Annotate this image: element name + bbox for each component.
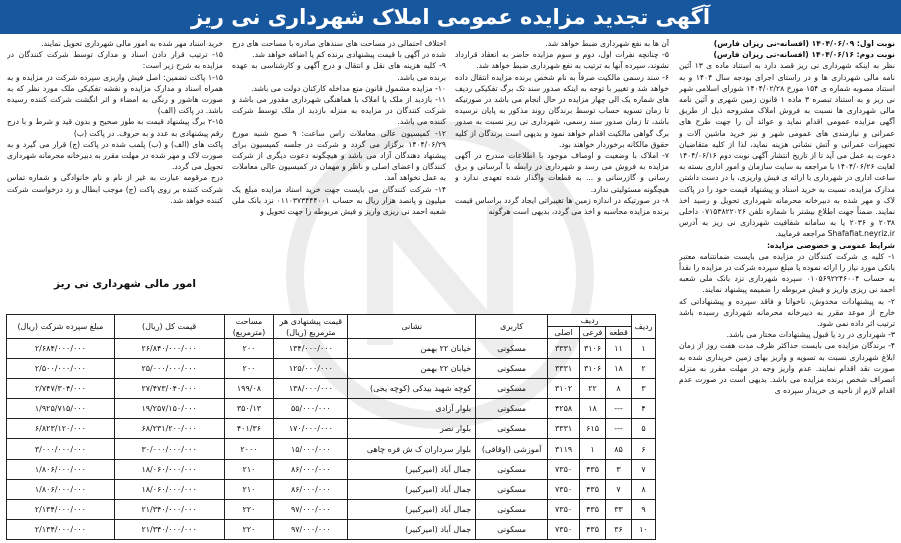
col2-paragraph: آن ها به نفع شهرداری ضبط خواهد شد. <box>545 39 669 48</box>
cell-total-price: ۱۹/۲۵۷/۱۵۰/۰۰۰ <box>114 399 224 419</box>
table-row <box>7 359 656 379</box>
cell-main: ۷۳۵۰ <box>548 519 580 539</box>
cell-main: ۴۲۵۸ <box>548 399 580 419</box>
cell-main: ۳۳۳۱ <box>548 419 580 439</box>
cell-usage: مسکونی <box>476 519 548 539</box>
cell-usage: مسکونی <box>476 339 548 359</box>
col4-paragraph: ۱-۱۵ پاکت تضمین: اصل فیش واریزی سپرده شرکت در مزایده و به همراه اسناد و مدارک مزایده و نقشه تفکیکی ملک مورد نظر که به صورت هاشور و رنگی به امضاء و اثر انگشت شرکت کننده رسیده باشد. در پاکت (الف) <box>7 72 223 116</box>
cell-sub: ۱ <box>580 439 606 459</box>
table-row <box>7 399 656 419</box>
cell-area: ۲۰۰۰ <box>224 439 274 459</box>
col1-paragraph: ۴- برندگان مزایده می بایست حداکثر ظرف مدت هفت روز از زمان ابلاغ شهرداری نسبت به تسویه و واریز بهای زمین خریداری شده به صورت نقد اقدام نمایند. عدم واریز وجه در مهلت مقرر به منزله انصراف شخص برنده مزایده می باشد. بدیهی است در صورت عدم اقدام لازم از ناحیه ی خریدار سپرده ی <box>679 341 895 396</box>
cell-plot: --- <box>606 399 632 419</box>
auction-properties-table <box>6 314 656 540</box>
cell-address: جمال آباد (امیرکبیر) <box>348 459 476 479</box>
header-plot: قطعه <box>606 327 632 339</box>
cell-address: بلوار سرداران ک ش فره چاهی <box>348 439 476 459</box>
cell-sub: ۲۲ <box>580 379 606 399</box>
col2-paragraph: ۶- سند رسمی مالکیت صرفاً به نام شخص برنده مزایده انتقال داده خواهد شد و تغییر با توجه به اینکه صدور سند تک برگ تفکیکی ردیف های شماره یک الی چهار مزایده در حال انجام می باشد در صورتیکه تا زمان تسویه حساب توسط برندگان روند مذکور به پایان نرسیده باشد، تا زمان صدور سند رسمی، شهرداری نی ریز نسبت به صدور برگ گواهی مالکیت اقدام خواهد نمود و بدیهی است برندگان از کلیه حقوق مالکانه برخوردار خواهند بود. <box>455 72 669 149</box>
cell-deposit: ۲/۱۳۴/۰۰۰/۰۰۰ <box>7 499 115 519</box>
cell-sub: ۱۸ <box>580 399 606 419</box>
cell-row-no: ۷ <box>632 459 656 479</box>
col4-paragraph: درج مرقومه عبارت به غیر از نام و نام خانوادگی و شماره تماس شرکت کننده بر روی پاکت (ج) موجب ابطال و رد درخواست شرکت کننده خواهد شد. <box>7 173 223 205</box>
cell-total-price: ۲۱/۳۴۰/۰۰۰/۰۰۰ <box>114 519 224 539</box>
cell-sub: ۴۳۵ <box>580 459 606 479</box>
col3-paragraph: ۹- کلیه هزینه های نقل و انتقال و درج آگهی و کارشناسی به عهده برنده می باشد. <box>232 61 446 82</box>
cell-sub: ۴۳۵ <box>580 479 606 499</box>
header-area: مساحت (مترمربع) <box>224 315 274 339</box>
cell-address: بلوار آزادی <box>348 399 476 419</box>
col3-paragraph: اختلاف احتمالی در مساحت های سندهای صادره با مساحت های درج شده در آگهی با قیمت پیشنهادی برنده کم یا اضافه خواهد شد. <box>232 39 446 60</box>
cell-unit-price: ۵۵/۰۰۰/۰۰۰ <box>274 399 348 419</box>
cell-area: ۲۱۰ <box>224 459 274 479</box>
cell-usage: مسکونی <box>476 359 548 379</box>
cell-sub: ۶۱۵ <box>580 419 606 439</box>
cell-main: ۳۱۰۲ <box>548 379 580 399</box>
col4-paragraph: ۱۵- ترتیب قرار دادن اسناد و مدارک توسط شرکت کنندگان در مزایده به شرح زیر است: <box>7 50 223 71</box>
cell-area: ۳۵۰/۱۳ <box>224 399 274 419</box>
table-row <box>7 339 656 359</box>
header-deposit: مبلغ سپرده شرکت (ریال) <box>7 315 115 339</box>
notice-column-3 <box>232 38 446 328</box>
cell-total-price: ۱۸/۰۶۰/۰۰۰/۰۰۰ <box>114 479 224 499</box>
col3-paragraph: ۱۴- شرکت کنندگان می بایست جهت خرید اسناد مزایده مبلغ یک میلیون و پانصد هزار ریال به حساب ۰۱۱۰۳۷۳۴۴۴۰۰۱ نزد بانک ملی شعبه احمد نی ریزی واریز و فیش مربوطه را جهت تحویل و <box>232 184 446 217</box>
header-total-price: قیمت کل (ریال) <box>114 315 224 339</box>
cell-area: ۲۱۰ <box>224 479 274 499</box>
cell-unit-price: ۱۳۴/۰۰۰/۰۰۰ <box>274 339 348 359</box>
cell-unit-price: ۸۶/۰۰۰/۰۰۰ <box>274 479 348 499</box>
cell-unit-price: ۱۷۰/۰۰۰/۰۰۰ <box>274 419 348 439</box>
cell-unit-price: ۹۷/۰۰۰/۰۰۰ <box>274 499 348 519</box>
table-row <box>7 379 656 399</box>
col4-paragraph: خرید اسناد مهر شده به امور مالی شهرداری تحویل نمایند. <box>41 39 223 48</box>
notice-title: آگهی تجدید مزایده عمومی املاک شهرداری نی ریز <box>0 0 901 34</box>
notice-column-2 <box>455 38 669 328</box>
table-row <box>7 479 656 499</box>
header-sub: فرعی <box>580 327 606 339</box>
cell-area: ۲۰۰ <box>224 339 274 359</box>
cell-deposit: ۱/۸۰۶/۰۰۰/۰۰۰ <box>7 459 115 479</box>
cell-total-price: ۲۵/۰۰۰/۰۰۰/۰۰۰ <box>114 359 224 379</box>
cell-unit-price: ۱۵/۰۰۰/۰۰۰ <box>274 439 348 459</box>
cell-unit-price: ۱۳۸/۰۰۰/۰۰۰ <box>274 379 348 399</box>
cell-plot: ۳ <box>606 459 632 479</box>
cell-deposit: ۶/۸۲۳/۱۲۰/۰۰۰ <box>7 419 115 439</box>
cell-plot: ۳۶ <box>606 519 632 539</box>
cell-main: ۳۱۱۹ <box>548 439 580 459</box>
cell-row-no: ۸ <box>632 479 656 499</box>
cell-total-price: ۲۷/۴۷۳/۰۴۰/۰۰۰ <box>114 379 224 399</box>
cell-plot: ۱۱ <box>606 339 632 359</box>
table-row <box>7 519 656 539</box>
col2-paragraph: ۸- در صورتیکه در اندازه زمین ها تغییراتی ایجاد گردد براساس قیمت برنده مزایده محاسبه و اخذ می گردد، بدیهی است هرگونه <box>455 195 669 217</box>
cell-usage: آموزشی (اوقافی) <box>476 439 548 459</box>
cell-row-no: ۵ <box>632 419 656 439</box>
col1-paragraph: ۲- به پیشنهادات مخدوش، ناخوانا و فاقد سپرده و پیشنهاداتی که خارج از موعد مقرر به دبیرخانه محرمانه شهرداری رسیده باشد ترتیب اثر داده نمی شود. <box>679 296 895 329</box>
header-usage: کاربری <box>476 315 548 339</box>
cell-sub: ۳۱۰۶ <box>580 339 606 359</box>
cell-area: ۲۲۰ <box>224 519 274 539</box>
cell-total-price: ۱۸/۰۶۰/۰۰۰/۰۰۰ <box>114 459 224 479</box>
col1-paragraph: نوبت دوم: ۱۴۰۴/۰۶/۱۶ (افسانه-نی ریزان فارس) <box>713 50 895 60</box>
cell-total-price: ۳۰/۰۰۰/۰۰۰/۰۰۰ <box>114 439 224 459</box>
cell-total-price: ۲۶/۸۴۰/۰۰۰/۰۰۰ <box>114 339 224 359</box>
header-row-no: ردیف <box>632 315 656 339</box>
cell-main: ۳۳۳۱ <box>548 339 580 359</box>
cell-usage: مسکونی <box>476 379 548 399</box>
cell-address: جمال آباد (امیرکبیر) <box>348 499 476 519</box>
cell-address: خیابان ۲۲ بهمن <box>348 359 476 379</box>
cell-area: ۲۰۰ <box>224 359 274 379</box>
cell-plot: ۸ <box>606 379 632 399</box>
col2-paragraph: ۷- املاک با وضعیت و اوصاف موجود با اطلاعات مندرج در آگهی مزایده به فروش می رسد و شهرداری در رابطه با آبرسانی و برق رسانی و گازرسانی و ... به قطعات واگذار شده تعهدی ندارد و هیچگونه مسئولیتی ندارد. <box>455 151 669 194</box>
cell-plot: ۳۳ <box>606 499 632 519</box>
table-row <box>7 419 656 439</box>
cell-row-no: ۹ <box>632 499 656 519</box>
header-unit-price: قیمت پیشنهادی هر مترمربع (ریال) <box>274 315 348 339</box>
cell-deposit: ۲/۷۴۷/۳۰۴/۰۰۰ <box>7 379 115 399</box>
header-registration-group: ردیف <box>548 315 632 327</box>
cell-address: جمال آباد (امیرکبیر) <box>348 479 476 499</box>
cell-total-price: ۶۸/۲۳۱/۲۰۰/۰۰۰ <box>114 419 224 439</box>
cell-deposit: ۲/۶۸۴/۰۰۰/۰۰۰ <box>7 339 115 359</box>
col3-paragraph: ۱۲- کمیسیون عالی معاملات راس ساعت: ۹ صبح شنبه مورخ ۱۴۰۴/۰۶/۲۹ برگزار می گردد و شرکت در جلسه کمیسیون برای پیشنهاد دهندگان آزاد می باشد و هیچگونه دعوت دیگری از شرکت کنندگان و اعضای اصلی و ناظر و مهمان در کمیسیون عالی معاملات به عمل نخواهد آمد. <box>232 128 446 183</box>
cell-unit-price: ۸۶/۰۰۰/۰۰۰ <box>274 459 348 479</box>
notice-column-4 <box>7 38 223 266</box>
col1-paragraph: شرایط عمومی و خصوصی مزایده: <box>766 240 895 250</box>
col4-paragraph: ۲-۱۵ برگ پیشنهاد قیمت به طور صحیح و بدون قید و شرط و با درج رقم پیشنهادی به عدد و به حروف. در پاکت (ب) <box>7 117 223 138</box>
notice-column-1 <box>679 38 895 536</box>
col1-paragraph: ۳- شهرداری در رد یا قبول پیشنهادات مختار می باشد. <box>726 330 895 340</box>
table-row <box>7 499 656 519</box>
header-address: نشانی <box>348 315 476 339</box>
cell-usage: مسکونی <box>476 499 548 519</box>
cell-row-no: ۴ <box>632 399 656 419</box>
cell-row-no: ۲ <box>632 359 656 379</box>
cell-area: ۱۹۹/۰۸ <box>224 379 274 399</box>
cell-deposit: ۳/۰۰۰/۰۰۰/۰۰۰ <box>7 439 115 459</box>
cell-address: جمال آباد (امیرکبیر) <box>348 519 476 539</box>
cell-sub: ۴۳۵ <box>580 519 606 539</box>
cell-unit-price: ۱۲۵/۰۰۰/۰۰۰ <box>274 359 348 379</box>
cell-plot: ۷ <box>606 479 632 499</box>
cell-total-price: ۲۱/۳۴۰/۰۰۰/۰۰۰ <box>114 499 224 519</box>
cell-usage: مسکونی <box>476 399 548 419</box>
cell-area: ۴۰۱/۳۶ <box>224 419 274 439</box>
cell-main: ۷۳۵۰ <box>548 499 580 519</box>
cell-row-no: ۶ <box>632 439 656 459</box>
col1-paragraph: نظر به اینکه شهرداری نی ریز قصد دارد به استناد ماده ی ۱۳ آئین نامه مالی شهرداری ها و در راستای اجرای بودجه سال ۱۴۰۴ و به استناد مصوبه شماره ی ۱۵۴ مورخ ۱۴۰۴/۰۲/۲۸ شورای اسلامی شهر نی ریز و به استناد تبصره ۳ ماده ۱ قانون زمین شهری و آئین نامه مالی شهرداری ها نسبت به فروش املاک مشروحه ذیل از طریق آگهی مزایده عمومی اقدام نماید و عوائد آن را جهت طرح های عمرانی و نیازمندی های عمومی شهر و نیز خرید ماشین آلات و تجهیزات عمرانی و آتش نشانی هزینه نماید، لذا از کلیه متقاضیان دعوت به عمل می آید تا از تاریخ انتشار آگهی نوبت دوم ۱۴۰۴/۰۶/۱۶ لغایت ۱۴۰۴/۰۶/۲۶ با مراجعه به سایت سازمان و امور اداری بسته به ساعت اداری در شهرداری با ارائه ی فیش واریزی، با در دست داشتن مدارک مزایده، نسبت به خرید اسناد و پیشنهاد قیمت خود را در پاکت لاک و مهر شده به دبیرخانه محرمانه شهرداری تحویل و رسید اخذ نمایند. ضمناً جهت اطلاع بیشتر با شماره تلفن ۰۷۱۵۳۸۲۲۰۲۶ داخلی ۲۰۳۸ و ۲۰۳۶ یا به سامانه شفافیت شهرداری نی ریز به آدرس Shafafiat.neyriz.ir مراجعه فرمایید. <box>679 61 895 239</box>
cell-usage: مسکونی <box>476 459 548 479</box>
cell-main: ۷۳۵۰ <box>548 459 580 479</box>
col2-paragraph: ۵- چنانچه نفرات اول، دوم و سوم مزایده حاضر به انعقاد قرارداد نشوند، سپرده آنها به ترتیب به نفع شهرداری ضبط خواهد شد. <box>455 50 669 71</box>
cell-plot: ۱۸ <box>606 359 632 379</box>
header-main: اصلی <box>548 327 580 339</box>
cell-main: ۷۳۵۰ <box>548 479 580 499</box>
col3-paragraph: ۱۱- بازدید از ملک یا املاک با هماهنگی شهرداری مقدور می باشد و شرکت کنندگان در مزایده به منزله بازدید از ملک توسط شرکت کننده می باشد. <box>232 95 446 127</box>
cell-row-no: ۱۰ <box>632 519 656 539</box>
cell-row-no: ۳ <box>632 379 656 399</box>
auction-table-body <box>7 339 656 540</box>
cell-address: کوچه شهید بیدکی (کوچه یخی) <box>348 379 476 399</box>
cell-deposit: ۲/۵۰۰/۰۰۰/۰۰۰ <box>7 359 115 379</box>
cell-main: ۳۳۳۱ <box>548 359 580 379</box>
col4-paragraph: پاکت های (الف) و (ب) پلمب شده در پاکت (ج) قرار می گیرد و به صورت لاک و مهر شده در مهلت مقرر به دبیرخانه محرمانه شهرداری تحویل می گردد. <box>7 139 223 172</box>
cell-unit-price: ۹۷/۰۰۰/۰۰۰ <box>274 519 348 539</box>
cell-address: بلوار نصر <box>348 419 476 439</box>
cell-plot: ۸۵ <box>606 439 632 459</box>
col1-paragraph: نوبت اول: ۱۴۰۴/۰۶/۰۹ (افسانه-نی ریزان فارس) <box>713 39 895 48</box>
col3-paragraph: ۱۰- مزایده مشمول قانون منع مداخله کارکنان دولت می باشد. <box>251 83 446 93</box>
cell-usage: مسکونی <box>476 419 548 439</box>
cell-area: ۲۲۰ <box>224 499 274 519</box>
signature: امور مالی شهرداری نی ریز <box>54 278 196 290</box>
cell-deposit: ۱/۹۲۵/۷۱۵/۰۰۰ <box>7 399 115 419</box>
cell-sub: ۴۳۵ <box>580 499 606 519</box>
cell-plot: --- <box>606 419 632 439</box>
cell-deposit: ۱/۸۰۶/۰۰۰/۰۰۰ <box>7 479 115 499</box>
cell-sub: ۳۱۰۶ <box>580 359 606 379</box>
table-row <box>7 459 656 479</box>
cell-row-no: ۱ <box>632 339 656 359</box>
cell-address: خیابان ۲۲ بهمن <box>348 339 476 359</box>
col1-paragraph: ۱- کلیه ی شرکت کنندگان در مزایده می بایست ضمانتنامه معتبر بانکی مورد نیاز را ارائه نموده یا مبلغ سپرده شرکت در مزایده را نقداً به حساب ۰۱۰۵۶۹۲۲۴۶۰۰۴ سپرده شهرداری نزد بانک ملی شعبه احمد نی ریزی واریز و فیش مربوطه را ضمیمه پیشنهاد نمایند. <box>679 251 895 295</box>
cell-deposit: ۲/۱۳۴/۰۰۰/۰۰۰ <box>7 519 115 539</box>
cell-usage: مسکونی <box>476 479 548 499</box>
table-row <box>7 439 656 459</box>
